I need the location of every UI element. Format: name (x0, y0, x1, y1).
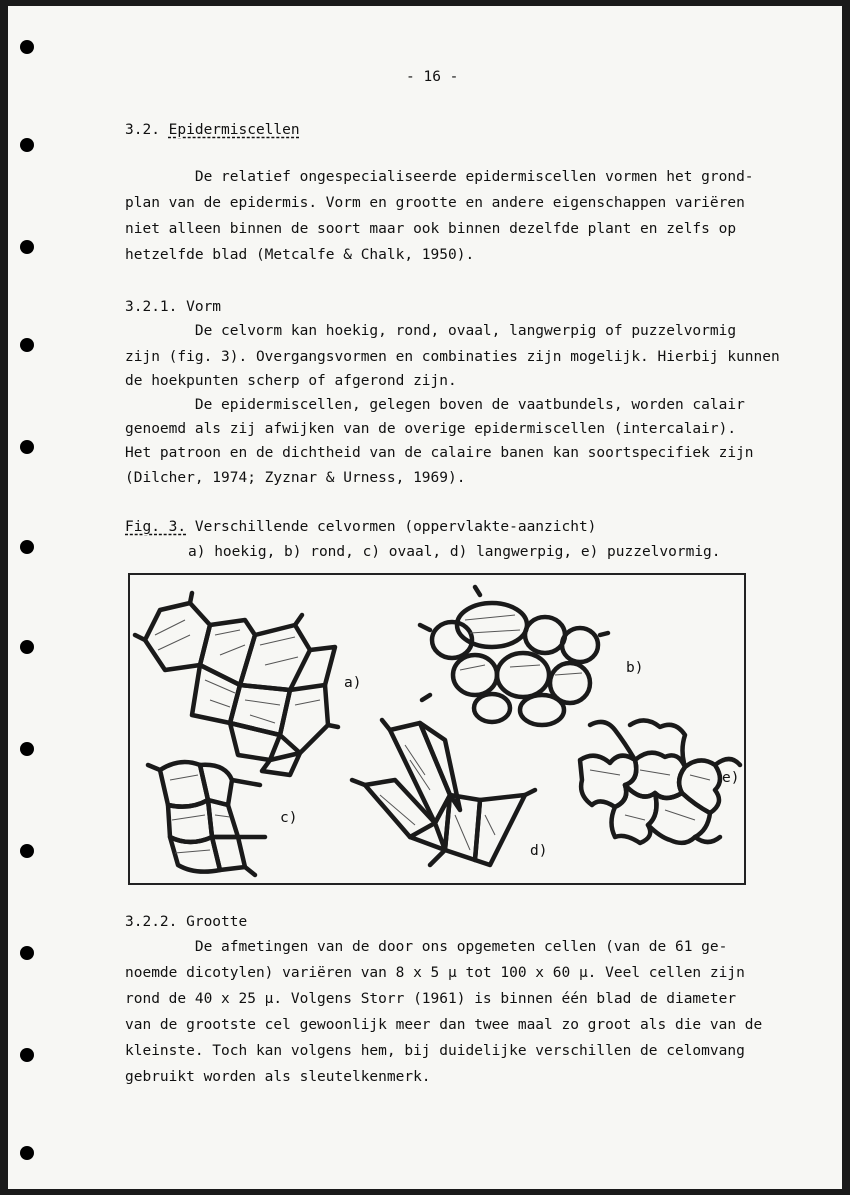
punch-hole (20, 440, 34, 454)
text-line: de hoekpunten scherp of afgerond zijn. (125, 373, 457, 389)
text-line: noemde dicotylen) variëren van 8 x 5 µ tot 100 x 60 µ. Veel cellen zijn (125, 965, 745, 981)
figure-caption (125, 518, 596, 536)
panel-label-a: a) (344, 675, 362, 691)
panel-label-e: e) (722, 770, 740, 786)
text-line: plan van de epidermis. Vorm en grootte en andere eigenschappen variëren (125, 195, 745, 211)
panel-label-d: d) (530, 843, 548, 859)
cells-elongated (352, 720, 535, 865)
figure-3-frame (128, 573, 746, 885)
text-line: zijn (fig. 3). Overgangsvormen en combinaties zijn mogelijk. Hierbij kunnen (125, 349, 780, 365)
text-line: van de grootste cel gewoonlijk meer dan twee maal zo groot als die van de (125, 1017, 763, 1033)
text-line: niet alleen binnen de soort maar ook binnen dezelfde plant en zelfs op (125, 221, 737, 237)
panel-label-c: c) (280, 810, 298, 826)
punch-hole (20, 1048, 34, 1062)
text-line: rond de 40 x 25 µ. Volgens Storr (1961) is binnen één blad de diameter (125, 991, 737, 1007)
text-line: gebruikt worden als sleutelkenmerk. (125, 1069, 431, 1085)
subsection-heading-vorm: 3.2.1. Vorm (125, 299, 222, 315)
punch-hole (20, 1146, 34, 1160)
punch-hole (20, 844, 34, 858)
text-line: De celvorm kan hoekig, rond, ovaal, langwerpig of puzzelvormig (125, 323, 737, 339)
cells-puzzle (580, 720, 740, 843)
punch-hole (20, 240, 34, 254)
cells-angular (135, 593, 338, 775)
text-line: (Dilcher, 1974; Zyznar & Urness, 1969). (125, 470, 466, 486)
panel-label-b: b) (626, 660, 644, 676)
text-line: De epidermiscellen, gelegen boven de vaatbundels, worden calair (125, 397, 745, 413)
text-line: Het patroon en de dichtheid van de calaire banen kan soortspecifiek zijn (125, 445, 754, 461)
section-number: 3.2. (125, 122, 160, 138)
section-heading (125, 121, 300, 139)
figure-caption-text: Verschillende celvormen (oppervlakte-aanzicht) (186, 519, 597, 535)
section-title: Epidermiscellen (168, 122, 300, 138)
figure-3-drawing (130, 575, 744, 883)
punch-hole (20, 640, 34, 654)
subsection-heading-grootte: 3.2.2. Grootte (125, 914, 248, 930)
page-number: - 16 - (406, 69, 459, 85)
punch-hole (20, 138, 34, 152)
figure-caption-line2: a) hoekig, b) rond, c) ovaal, d) langwerpig, e) puzzelvormig. (188, 544, 721, 560)
cells-oval (148, 762, 265, 875)
punch-hole (20, 742, 34, 756)
text-line: hetzelfde blad (Metcalfe & Chalk, 1950). (125, 247, 475, 263)
figure-label: Fig. 3. (125, 519, 187, 535)
text-line: genoemd als zij afwijken van de overige epidermiscellen (intercalair). (125, 421, 737, 437)
punch-hole (20, 540, 34, 554)
punch-hole (20, 338, 34, 352)
punch-hole (20, 40, 34, 54)
text-line: De afmetingen van de door ons opgemeten cellen (van de 61 ge- (125, 939, 728, 955)
text-line: kleinste. Toch kan volgens hem, bij duidelijke verschillen de celomvang (125, 1043, 745, 1059)
cells-round (420, 587, 608, 725)
text-line: De relatief ongespecialiseerde epidermiscellen vormen het grond- (125, 169, 754, 185)
punch-hole (20, 946, 34, 960)
document-page (8, 6, 842, 1189)
